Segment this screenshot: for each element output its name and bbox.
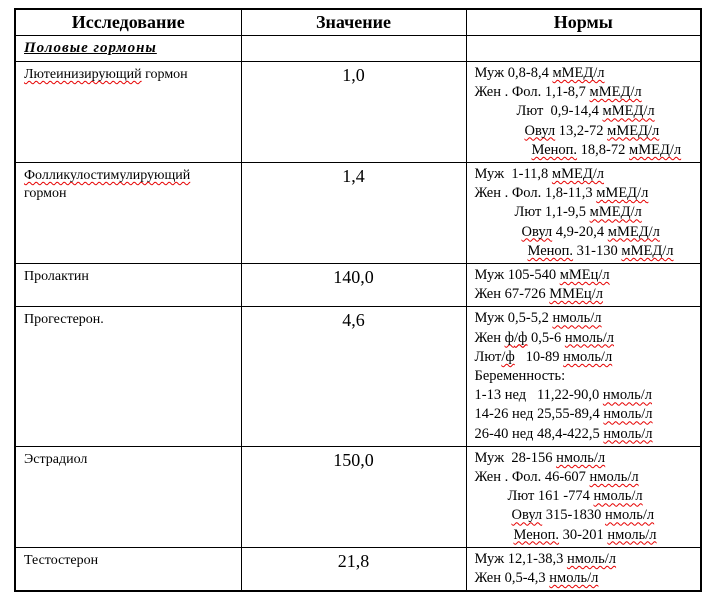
table-row (15, 547, 701, 591)
norm-line: Муж 12,1-38,3 нмоль/л (474, 550, 617, 567)
norms-cell (466, 264, 701, 307)
norm-line: Жен ф/ф 0,5-6 нмоль/л (474, 329, 614, 346)
section-cell (15, 36, 241, 62)
empty-norms-cell (466, 36, 701, 62)
norm-line: Лют 1,1-9,5 мМЕД/л (514, 204, 642, 221)
value-cell: 150,0 (241, 446, 466, 547)
section-title: Половые гормоны (24, 40, 157, 56)
norms-cell (466, 446, 701, 547)
norm-line: Муж 105-540 мМЕц/л (474, 267, 610, 284)
norm-line: 14-26 нед 25,55-89,4 нмоль/л (474, 406, 653, 423)
norm-line: Муж 1-11,8 мМЕД/л (474, 166, 604, 183)
table-row (15, 62, 701, 163)
col-header-study: Исследование (15, 9, 241, 36)
norm-line: Муж 28-156 нмоль/л (474, 449, 606, 466)
table-row (15, 307, 701, 446)
empty-value-cell (241, 36, 466, 62)
study-name-cell: Тестостерон (15, 547, 241, 591)
norm-line: Лют/ф 10-89 нмоль/л (474, 348, 613, 365)
norms-cell (466, 62, 701, 163)
lab-results-table (14, 8, 702, 592)
col-header-norms: Нормы (466, 9, 701, 36)
study-name-cell: Эстрадиол (15, 446, 241, 547)
study-name-cell: Лютеинизирующий гормон (15, 62, 241, 163)
value-cell: 1,4 (241, 163, 466, 264)
value-cell: 140,0 (241, 264, 466, 307)
norms-cell (466, 163, 701, 264)
value-cell: 4,6 (241, 307, 466, 446)
value-cell: 1,0 (241, 62, 466, 163)
value-cell: 21,8 (241, 547, 466, 591)
norm-line: Жен . Фол. 46-607 нмоль/л (474, 469, 639, 486)
norm-line: Жен 67-726 ММЕц/л (474, 286, 603, 303)
table-row (15, 163, 701, 264)
study-name-cell: Фолликулостимулирующий гормон (15, 163, 241, 264)
norm-line: Овул 13,2-72 мМЕД/л (524, 122, 660, 139)
norm-line: Муж 0,5-5,2 нмоль/л (474, 310, 602, 327)
norm-line: Меноп. 18,8-72 мМЕД/л (531, 141, 682, 158)
norm-line: Меноп. 30-201 нмоль/л (513, 526, 657, 543)
norms-cell (466, 547, 701, 591)
norm-line: Лют 0,9-14,4 мМЕД/л (516, 103, 655, 120)
study-name-cell: Прогестерон. (15, 307, 241, 446)
norm-line: Овул 4,9-20,4 мМЕД/л (521, 223, 660, 240)
study-name-cell: Пролактин (15, 264, 241, 307)
norm-line: Лют 161 -774 нмоль/л (507, 488, 643, 505)
norm-line: 26-40 нед 48,4-422,5 нмоль/л (474, 425, 653, 442)
header-row (15, 9, 701, 36)
section-row (15, 36, 701, 62)
norm-line: 1-13 нед 11,22-90,0 нмоль/л (474, 387, 652, 404)
norms-cell (466, 307, 701, 446)
norm-line: Жен 0,5-4,3 нмоль/л (474, 570, 599, 587)
table-body (15, 36, 701, 592)
norm-line: Беременность: (474, 368, 566, 385)
norm-line: Меноп. 31-130 мМЕД/л (527, 242, 674, 259)
table-row (15, 446, 701, 547)
norm-line: Овул 315-1830 нмоль/л (511, 507, 655, 524)
col-header-value: Значение (241, 9, 466, 36)
norm-line: Жен . Фол. 1,8-11,3 мМЕД/л (474, 185, 649, 202)
norm-line: Жен . Фол. 1,1-8,7 мМЕД/л (474, 84, 642, 101)
table-row (15, 264, 701, 307)
norm-line: Муж 0,8-8,4 мМЕД/л (474, 65, 605, 81)
